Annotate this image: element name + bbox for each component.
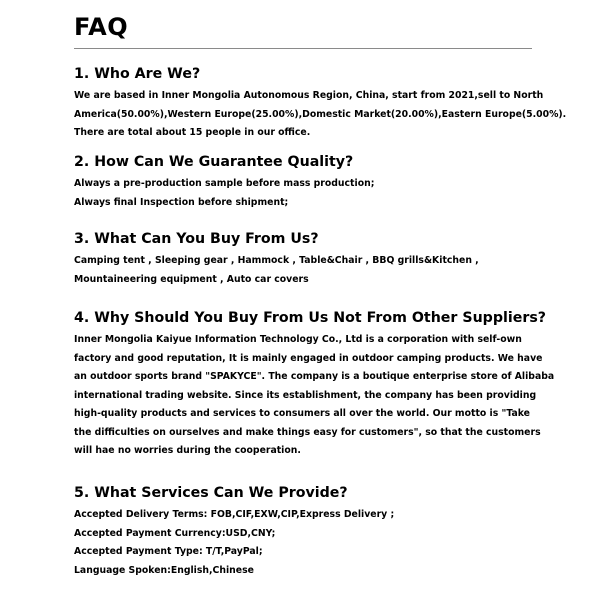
section-text-line: Language Spoken:English,Chinese: [74, 564, 254, 576]
faq-section-products: [74, 230, 534, 289]
section-text-line: We are based in Inner Mongolia Autonomous Region, China, start from 2021,sell to North: [74, 90, 544, 101]
page-title: FAQ: [74, 13, 129, 41]
section-heading: 5. What Services Can We Provide?: [74, 485, 348, 501]
section-body: [74, 331, 555, 461]
section-text-line: Inner Mongolia Kaiyue Information Technology Co., Ltd is a corporation with self-own: [74, 334, 522, 345]
section-body: [74, 506, 534, 580]
section-text-line: Always a pre-production sample before mass production;: [74, 178, 375, 189]
section-text-line: Accepted Payment Type: T/T,PayPal;: [74, 546, 263, 557]
faq-section-why-us: [74, 309, 555, 461]
faq-section-who-are-we: [74, 65, 567, 143]
section-text-line: Camping tent , Sleeping gear , Hammock , Table&Chair , BBQ grills&Kitchen ,: [74, 255, 479, 266]
section-heading: 1. Who Are We?: [74, 66, 201, 82]
section-text-line: Accepted Delivery Terms: FOB,CIF,EXW,CIP,Express Delivery ;: [74, 509, 395, 520]
faq-section-services: [74, 484, 534, 580]
section-text-line: international trading website. Since its establishment, the company has been providing: [74, 389, 537, 401]
section-heading: 3. What Can You Buy From Us?: [74, 231, 319, 247]
section-body: [74, 175, 534, 212]
section-text-line: There are total about 15 people in our office.: [74, 127, 311, 138]
section-text-line: Always final Inspection before shipment;: [74, 196, 289, 208]
section-text-line: factory and good reputation, It is mainly engaged in outdoor camping products. We have: [74, 352, 543, 364]
section-text-line: the difficulties on ourselves and make things easy for customers", so that the customers: [74, 426, 541, 438]
section-text-line: an outdoor sports brand "SPAKYCE". The company is a boutique enterprise store of Alibaba: [74, 371, 555, 382]
title-divider: [74, 48, 532, 49]
section-text-line: Accepted Payment Currency:USD,CNY;: [74, 527, 276, 539]
section-heading: 4. Why Should You Buy From Us Not From Other Suppliers?: [74, 310, 547, 326]
section-text-line: America(50.00%),Western Europe(25.00%),Domestic Market(20.00%),Eastern Europe(5.00%).: [74, 108, 567, 120]
faq-section-quality: [74, 153, 534, 212]
section-body: [74, 87, 567, 143]
section-body: [74, 252, 534, 289]
section-text-line: will hae no worries during the cooperation.: [74, 445, 301, 456]
section-heading: 2. How Can We Guarantee Quality?: [74, 154, 354, 170]
section-text-line: Mountaineering equipment , Auto car covers: [74, 273, 309, 285]
section-text-line: high-quality products and services to consumers all over the world. Our motto is "Take: [74, 408, 530, 419]
